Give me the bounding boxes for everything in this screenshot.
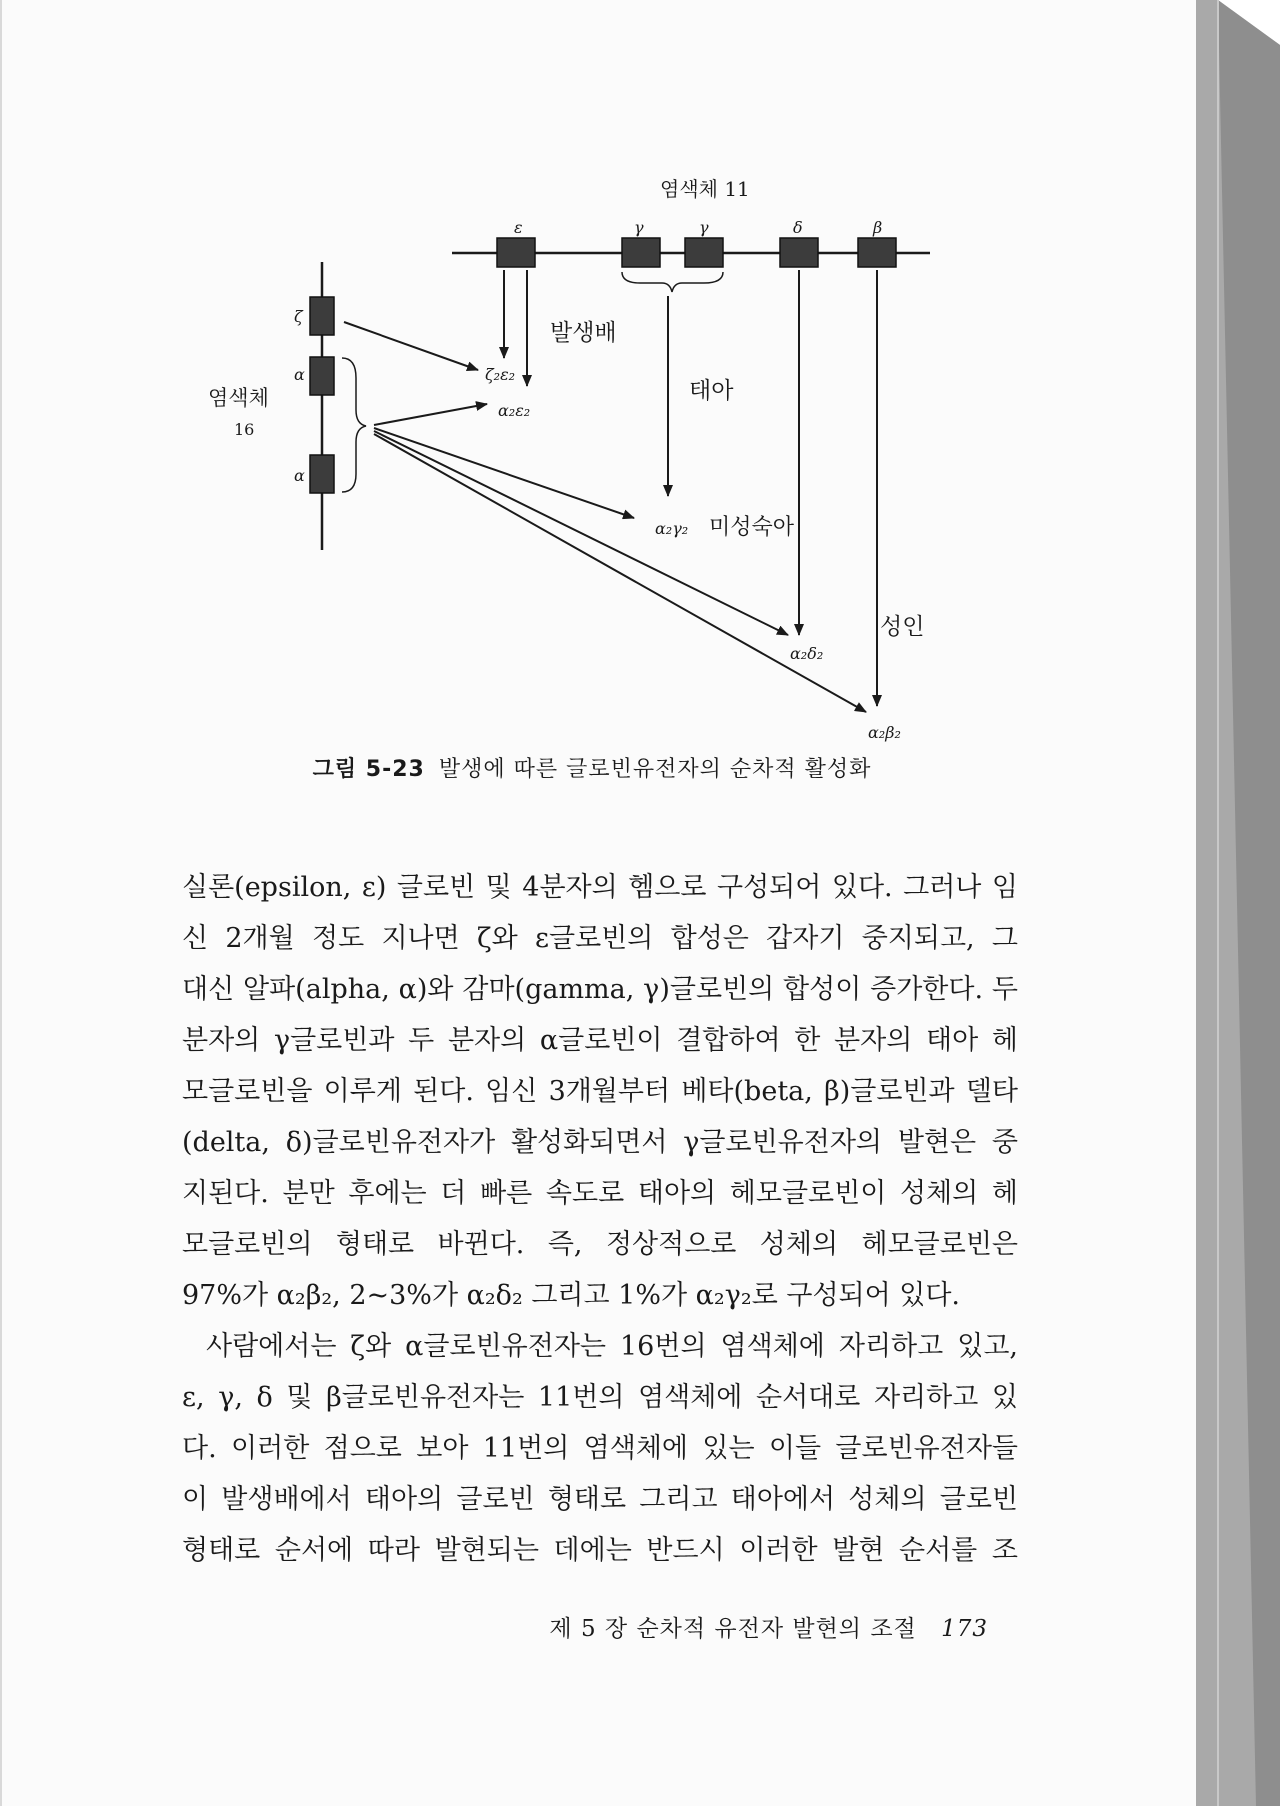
arrow-alpha-gamma [374, 428, 634, 518]
text-line: 대신 알파(alpha, α)와 감마(gamma, γ)글로빈의 합성이 증가한다. 두 [182, 974, 1018, 1005]
alpha-brace [342, 358, 366, 492]
gene-label-zeta: ζ [294, 307, 303, 326]
arrow-alpha-epsilon [374, 404, 487, 425]
text-line: 모글로빈의 형태로 바뀐다. 즉, 정상적으로 성체의 헤모글로빈은 [182, 1229, 1018, 1260]
figure-number: 그림 5-23 [312, 757, 425, 782]
product-alpha-beta: α₂β₂ [868, 723, 901, 742]
stage-label-fetus: 태아 [689, 378, 734, 404]
gene-label-gamma-1: γ [634, 218, 644, 237]
chromosome-16-number: 16 [234, 420, 255, 439]
text-line: 실론(epsilon, ε) 글로빈 및 4분자의 헴으로 구성되어 있다. 그러나 임 [182, 872, 1018, 903]
footer-title: 순차적 유전자 발현의 조절 [636, 1616, 917, 1642]
gamma-brace [622, 272, 723, 292]
gene-box-delta [780, 238, 818, 267]
text-line: 97%가 α₂β₂, 2~3%가 α₂δ₂ 그리고 1%가 α₂γ₂로 구성되어 있다. [182, 1280, 961, 1311]
chromosome-11-label: 염색체 11 [660, 177, 750, 201]
text-line: 분자의 γ글로빈과 두 분자의 α글로빈이 결합하여 한 분자의 태아 헤 [182, 1025, 1018, 1056]
chromosome-16-label: 염색체 [208, 386, 269, 410]
text-line: 다. 이러한 점으로 보아 11번의 염색체에 있는 이들 글로빈유전자들 [182, 1433, 1018, 1464]
gene-box-beta [858, 238, 896, 267]
text-line: (delta, δ)글로빈유전자가 활성화되면서 γ글로빈유전자의 발현은 중 [182, 1127, 1018, 1158]
product-alpha-gamma: α₂γ₂ [655, 519, 689, 538]
gene-label-alpha-2: α [294, 466, 305, 485]
gene-box-alpha-2 [310, 455, 334, 493]
gene-box-zeta [310, 297, 334, 335]
gene-label-alpha-1: α [294, 365, 305, 384]
body-text [182, 862, 1018, 1576]
stage-label-immature: 미성숙아 [709, 515, 795, 540]
stage-label-embryo: 발생배 [550, 320, 617, 346]
footer-chapter: 제 5 장 [549, 1616, 629, 1642]
text-line: 사람에서는 ζ와 α글로빈유전자는 16번의 염색체에 자리하고 있고, [206, 1331, 1018, 1362]
gene-box-alpha-1 [310, 357, 334, 395]
gene-label-beta: β [873, 218, 883, 237]
gene-box-gamma-1 [622, 238, 660, 267]
product-alpha-epsilon: α₂ε₂ [498, 401, 531, 420]
stage-label-adult: 성인 [880, 614, 925, 640]
gene-box-epsilon [497, 238, 535, 267]
product-zeta-epsilon: ζ₂ε₂ [485, 365, 516, 384]
gene-label-gamma-2: γ [699, 218, 709, 237]
text-line: 신 2개월 정도 지나면 ζ와 ε글로빈의 합성은 갑자기 중지되고, 그 [182, 923, 1018, 954]
text-line: ε, γ, δ 및 β글로빈유전자는 11번의 염색체에 순서대로 자리하고 있 [182, 1382, 1018, 1413]
text-line: 지된다. 분만 후에는 더 빠른 속도로 태아의 헤모글로빈이 성체의 헤 [182, 1178, 1018, 1209]
book-page-edge [1196, 0, 1280, 1806]
globin-activation-diagram [2, 0, 1220, 760]
page-number: 173 [941, 1616, 988, 1642]
gene-box-gamma-2 [685, 238, 723, 267]
page-footer [2, 1610, 988, 1643]
gene-label-epsilon: ε [514, 218, 523, 237]
figure-title: 발생에 따른 글로빈유전자의 순차적 활성화 [438, 757, 872, 782]
product-alpha-delta: α₂δ₂ [790, 644, 824, 663]
figure-caption [2, 752, 1182, 783]
arrow-zeta [344, 322, 478, 370]
gene-label-delta: δ [793, 218, 803, 237]
text-line: 모글로빈을 이루게 된다. 임신 3개월부터 베타(beta, β)글로빈과 델타 [182, 1076, 1018, 1107]
text-line: 이 발생배에서 태아의 글로빈 형태로 그리고 태아에서 성체의 글로빈 [182, 1484, 1018, 1515]
text-line: 형태로 순서에 따라 발현되는 데에는 반드시 이러한 발현 순서를 조 [182, 1535, 1018, 1566]
arrow-alpha-beta [374, 434, 866, 712]
